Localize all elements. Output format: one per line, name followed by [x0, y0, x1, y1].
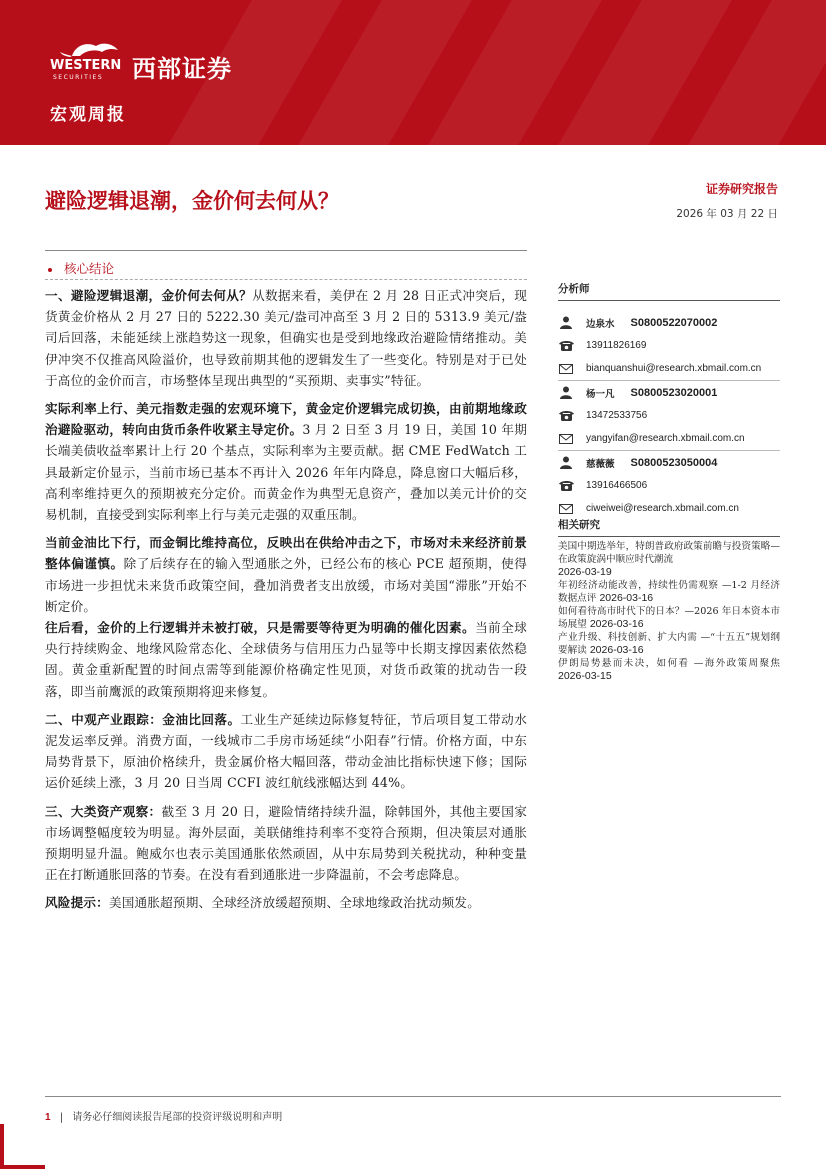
paragraph-5-lead: 二、中观产业跟踪：金油比回落。 [45, 711, 241, 727]
analyst-cert: S0800523050004 [630, 456, 718, 469]
paragraph-4 [45, 617, 527, 702]
paragraph-2-lead: 实际利率上行、美元指数走强的宏观环境下，黄金定价逻辑完成切换，由前期地缘政治避险驱动，转向由货币条件收紧主导定价。 [45, 401, 527, 438]
related-title: 伊朗局势悬而未决，如何看 —海外政策周聚焦 [558, 658, 780, 669]
analyst-name-row [558, 451, 780, 474]
analyst-name: 边泉水 [586, 318, 615, 330]
analyst-phone: 13911826169 [586, 340, 647, 351]
phone-icon [558, 479, 574, 493]
paragraph-5-text: 工业生产延续边际修复特征，节后项目复工带动水泥发运率反弹。消费方面，一线城市二手房市场延续“小阳春”行情。价格方面，中东局势背景下，原油价格续升，贵金属价格大幅回落，带动金油比指标快速下修；国际运价延续上涨，3 月 20 日当周 CCFI 波红航线涨幅达到 44%。 [45, 711, 527, 791]
paragraph-6 [45, 801, 527, 886]
related-date: 2026-03-16 [589, 644, 644, 656]
related-heading: 相关研究 [558, 517, 780, 537]
header-banner [0, 0, 826, 145]
section-heading-text: 核心结论 [64, 261, 115, 276]
analyst-email-row [558, 427, 780, 450]
paragraph-6-text: 截至 3 月 20 日，避险情绪持续升温，除韩国外，其他主要国家市场调整幅度较为明显。海外层面，美联储维持利率不变符合预期，但决策层对通胀预期明显升温。鲍威尔也表示美国通胀依然顽固，从中东局势到关税扰动，种种变量正在打断通胀回落的节奏。在没有看到通胀进一步降温前，不会考虑降息。 [45, 803, 527, 883]
related-title: 产业升级、科技创新、扩大内需 —“十五五”规划纲要解读 [558, 632, 780, 656]
mail-icon [558, 362, 574, 376]
report-date: 2026 年 03 月 22 日 [676, 208, 778, 220]
report-label: 证券研究报告 [705, 182, 778, 196]
related-title: 年初经济动能改善，持续性仍需观察 —1-2 月经济数据点评 [558, 580, 780, 604]
person-icon [558, 386, 574, 400]
analyst-phone-row [558, 404, 780, 427]
paragraph-3 [45, 532, 527, 617]
report-type: 宏观周报 [50, 105, 126, 125]
analyst-phone: 13916466506 [586, 480, 648, 491]
related-item[interactable] [558, 657, 780, 683]
analyst-phone-row [558, 334, 780, 357]
paragraph-2-text: 3 月 2 日至 3 月 19 日，美国 10 年期长端美债收益率累计上行 20 个基点，实际利率为主要贡献。据 CME FedWatch 工具最新定价显示，当前市场已基本不再计入 2026 年年内降息，降息窗口大幅后移，高利率维持更久的预期被充分定价。而黄金作为典型无息资产，叠加以美元计价的交易机制，直接受到实际利率上行与美元走强的双重压制。 [45, 422, 527, 523]
analyst-heading: 分析师 [558, 281, 780, 301]
paragraph-1-lead: 一、避险逻辑退潮，金价何去何从？ [45, 288, 253, 303]
related-date: 2026-03-19 [558, 566, 612, 578]
paragraph-4-text: 当前全球央行持续购金、地缘风险常态化、全球债务与信用压力凸显等中长期支撑因素依然稳固。黄金重新配置的时间点需等到能源价格确定性见顶，对货币政策的扰动告一段落，即当前鹰派的政策预期将迎来修复。 [45, 620, 527, 699]
phone-icon [558, 409, 574, 423]
footer [45, 1108, 282, 1123]
corner-decoration [0, 1124, 4, 1169]
analyst-cert: S0800523020001 [630, 386, 718, 399]
analyst-email-row [558, 357, 780, 380]
analyst-panel [558, 281, 780, 520]
related-research-panel [558, 517, 780, 683]
analyst-name-row [558, 381, 780, 404]
page-number: 1 [45, 1112, 51, 1123]
title-divider [45, 250, 527, 251]
report-body [45, 285, 527, 921]
related-date: 2026-03-15 [558, 670, 612, 682]
related-item[interactable] [558, 631, 780, 657]
mail-icon [558, 502, 574, 516]
analyst-card [558, 451, 780, 520]
report-title: 避险逻辑退潮，金价何去何从？ [45, 188, 339, 213]
analyst-email[interactable]: yangyifan@research.xbmail.com.cn [586, 433, 745, 444]
section-heading [48, 259, 114, 277]
related-date: 2026-03-16 [599, 592, 654, 604]
related-item[interactable] [558, 605, 780, 631]
analyst-name: 慈薇薇 [586, 458, 615, 470]
logo-chinese: 西部证券 [132, 55, 232, 83]
paragraph-5 [45, 709, 527, 794]
paragraph-7-text: 美国通胀超预期、全球经济放缓超预期、全球地缘政治扰动频发。 [108, 895, 480, 911]
related-title: 如何看待高市时代下的日本？—2026 年日本资本市场展望 [558, 606, 780, 630]
footer-separator: | [59, 1112, 64, 1123]
paragraph-2 [45, 398, 527, 525]
paragraph-7 [45, 892, 527, 913]
analyst-email[interactable]: ciweiwei@research.xbmail.com.cn [586, 503, 739, 514]
paragraph-3-lead: 当前金油比下行，而金铜比维持高位，反映出在供给冲击之下，市场对未来经济前景整体偏谨慎。 [45, 535, 527, 572]
analyst-phone: 13472533756 [586, 410, 648, 421]
person-icon [558, 456, 574, 470]
footer-divider [45, 1096, 781, 1097]
logo-english-sub: SECURITIES [53, 74, 104, 81]
related-title: 美国中期选举年，特朗普政府政策前瞻与投资策略—在政策旋涡中顺应时代潮流 [558, 541, 780, 565]
paragraph-1-text: 从数据来看，美伊在 2 月 28 日正式冲突后，现货黄金价格从 2 月 27 日的 5222.30 美元/盎司冲高至 3 月 2 日的 5313.9 美元/盎司后回落，未能延续上涨趋势这一现象，但确实也是受到地缘政治避险情绪推动。美伊冲突不仅推高风险溢价，也导致前期其他的逻辑发生了一些变化。特别是对于已处于高位的金价而言，市场整体呈现出典型的“买预期、卖事实”特征。 [45, 288, 527, 388]
analyst-name-row [558, 311, 780, 334]
logo-english: WESTERN [50, 58, 122, 73]
paragraph-1 [45, 285, 527, 391]
phone-icon [558, 339, 574, 353]
analyst-cert: S0800522070002 [630, 316, 718, 329]
corner-decoration [0, 1165, 45, 1169]
analyst-phone-row [558, 474, 780, 497]
paragraph-7-lead: 风险提示： [45, 895, 109, 911]
section-divider [45, 279, 527, 280]
analyst-card [558, 311, 780, 380]
related-item[interactable] [558, 579, 780, 605]
analyst-card [558, 381, 780, 450]
paragraph-4-lead: 往后看，金价的上行逻辑并未被打破，只是需要等待更为明确的催化因素。 [45, 620, 476, 636]
paragraph-6-lead: 三、大类资产观察： [45, 803, 162, 819]
related-date: 2026-03-16 [589, 618, 644, 630]
analyst-name: 杨一凡 [586, 388, 615, 400]
related-item[interactable] [558, 540, 780, 579]
mail-icon [558, 432, 574, 446]
paragraph-3-text: 除了后续存在的输入型通胀之外，已经公布的核心 PCE 超预期，使得市场进一步担忧未来货币政策空间，叠加消费者支出放缓，市场对美国“滞胀”开始不断定价。 [45, 556, 527, 614]
footer-notice: 请务必仔细阅读报告尾部的投资评级说明和声明 [72, 1112, 283, 1123]
bullet-icon [48, 268, 52, 272]
person-icon [558, 316, 574, 330]
analyst-email[interactable]: bianquanshui@research.xbmail.com.cn [586, 363, 762, 374]
